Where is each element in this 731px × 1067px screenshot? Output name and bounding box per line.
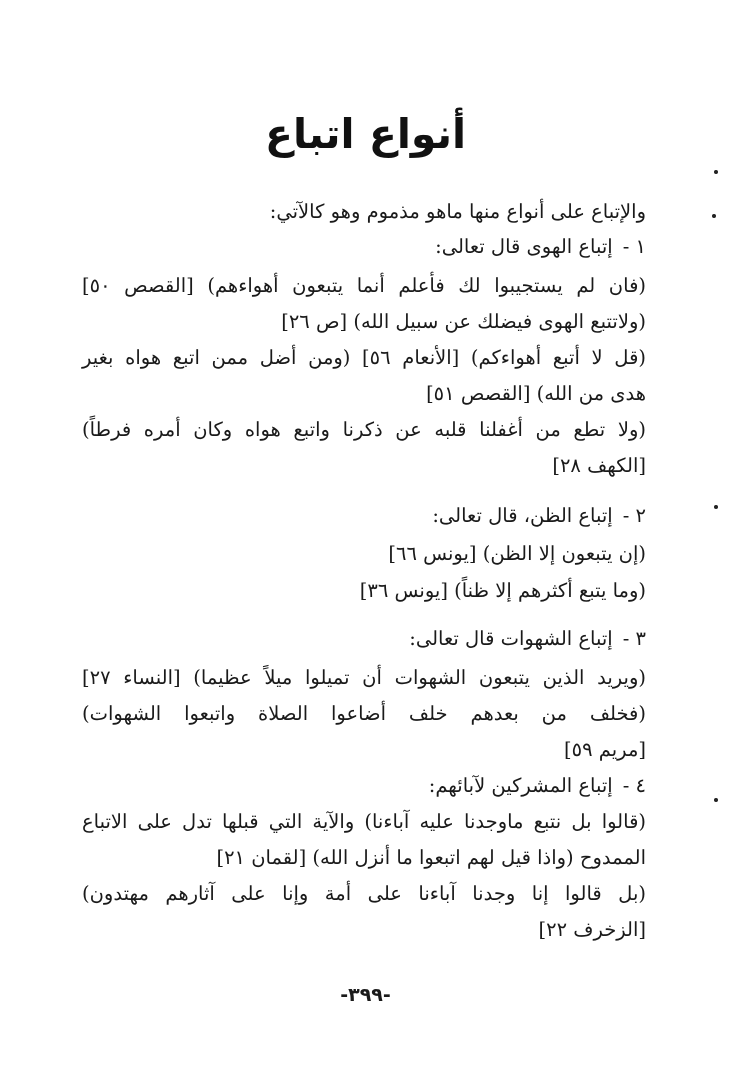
section-number: ٣ - bbox=[622, 627, 646, 650]
quote-line: (فخلف من بعدهم خلف أضاعوا الصلاة واتبعوا الشهوات) bbox=[82, 702, 646, 725]
section-heading bbox=[409, 623, 646, 657]
quote-line: (وما يتبع أكثرهم إلا ظناً) [يونس ٣٦] bbox=[359, 579, 646, 602]
page-number: -٣٩٩- bbox=[340, 984, 391, 1006]
quote-line: (بل قالوا إنا وجدنا آباءنا على أمة وإنا على آثارهم مهتدون) bbox=[82, 882, 646, 905]
margin-mark bbox=[712, 214, 716, 218]
quote-line: (قالوا بل نتبع ماوجدنا عليه آباءنا) والآية التي قبلها تدل على الاتباع bbox=[82, 810, 646, 833]
section-number: ٤ - bbox=[622, 774, 646, 797]
quote-line: [الكهف ٢٨] bbox=[552, 454, 646, 477]
quote-line: (إن يتبعون إلا الظن) [يونس ٦٦] bbox=[388, 542, 646, 565]
quote-line: (قل لا أتبع أهواءكم) [الأنعام ٥٦] (ومن أضل ممن اتبع هواه بغير bbox=[82, 346, 646, 369]
quote-line: [مريم ٥٩] bbox=[564, 738, 646, 761]
section-number: ٢ - bbox=[622, 504, 646, 527]
margin-mark bbox=[714, 505, 718, 509]
margin-mark bbox=[714, 170, 718, 174]
quote-line: (ويريد الذين يتبعون الشهوات أن تميلوا ميلاً عظيما) [النساء ٢٧] bbox=[82, 666, 646, 689]
quote-line: [الزخرف ٢٢] bbox=[538, 918, 646, 941]
page-title: أنواع اتباع bbox=[264, 110, 467, 158]
quote-line: الممدوح (واذا قيل لهم اتبعوا ما أنزل الله) [لقمان ٢١] bbox=[216, 846, 646, 869]
margin-mark bbox=[714, 798, 718, 802]
section-number: ١ - bbox=[622, 235, 646, 258]
intro-text: والإتباع على أنواع منها ماهو مذموم وهو كالآتي: bbox=[269, 200, 646, 223]
section-heading bbox=[435, 231, 646, 265]
quote-line: (ولاتتبع الهوى فيضلك عن سبيل الله) [ص ٢٦] bbox=[281, 310, 646, 333]
quote-line: (فان لم يستجيبوا لك فأعلم أنما يتبعون أهواءهم) [القصص ٥٠] bbox=[82, 274, 646, 297]
section-title: إتباع المشركين لآبائهم: bbox=[428, 774, 613, 797]
section-heading bbox=[429, 770, 646, 804]
section-title: إتباع الهوى قال تعالى: bbox=[435, 235, 613, 258]
quote-line: هدى من الله) [القصص ٥١] bbox=[426, 382, 646, 405]
quote-line: (ولا تطع من أغفلنا قلبه عن ذكرنا واتبع هواه وكان أمره فرطاً) bbox=[82, 418, 646, 441]
section-title: إتباع الظن، قال تعالى: bbox=[432, 504, 613, 527]
section-title: إتباع الشهوات قال تعالى: bbox=[409, 627, 613, 650]
section-heading bbox=[432, 500, 646, 534]
